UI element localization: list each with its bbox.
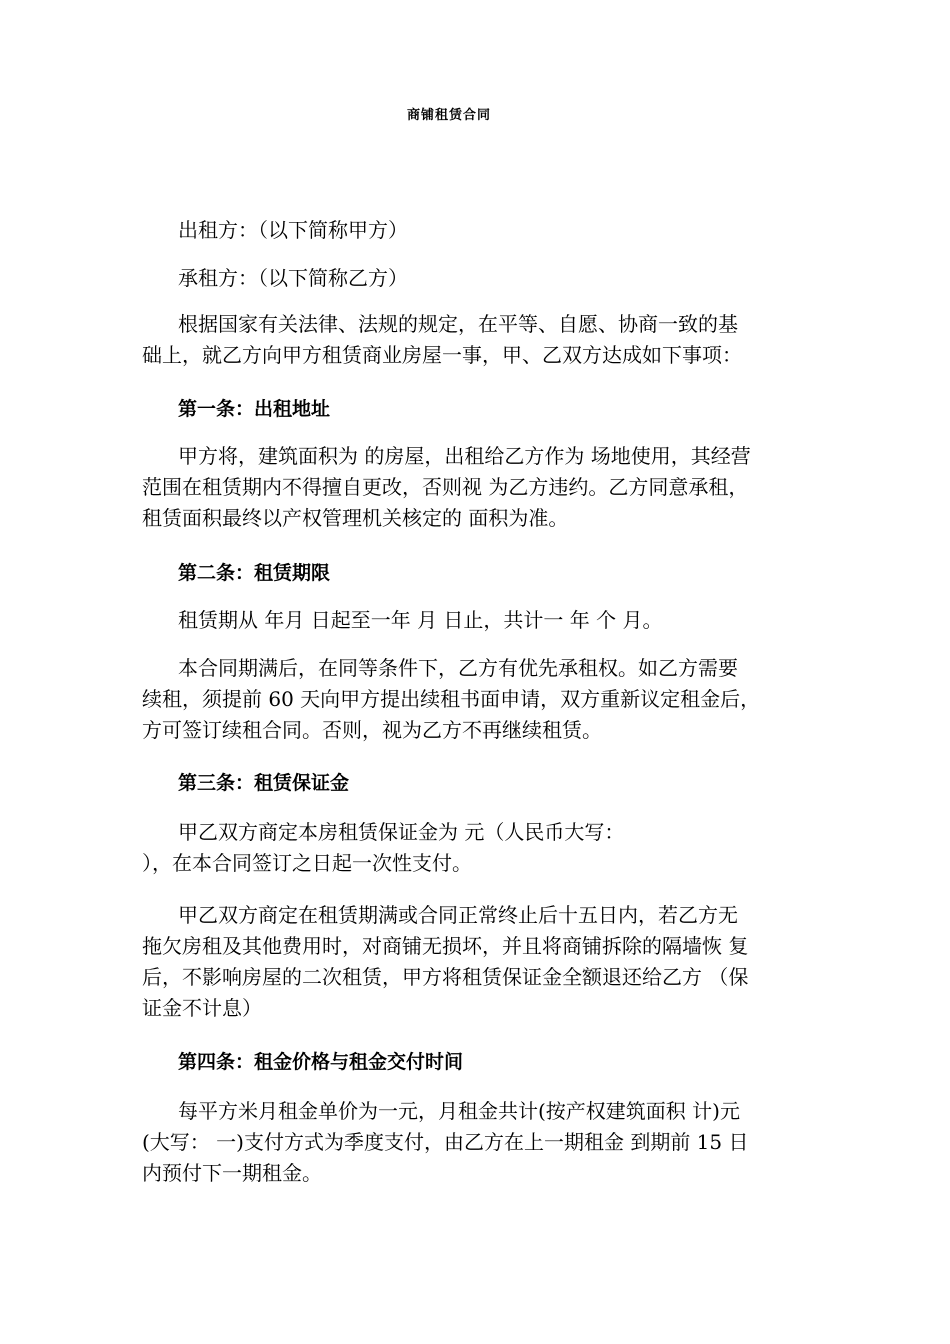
article2-heading-block [142, 558, 832, 589]
article1-line-1: 甲方将，建筑面积为 的房屋，出租给乙方作为 场地使用，其经营 [178, 444, 751, 468]
intro-line-2: 础上，就乙方向甲方租赁商业房屋一事，甲、乙双方达成如下事项： [142, 343, 742, 367]
article3-heading-block [142, 768, 832, 799]
article3-heading: 第三条：租赁保证金 [178, 772, 350, 794]
article2-line-2: 续租，须提前 60 天向甲方提出续租书面申请，双方重新议定租金后， [142, 687, 761, 711]
article4-paragraph [142, 1096, 832, 1189]
article2-term-line: 租赁期从 年月 日起至一年 月 日止，共计一 年 个 月。 [178, 608, 663, 632]
article3-p2-line-1: 甲乙双方商定在租赁期满或合同正常终止后十五日内，若乙方无 [178, 903, 738, 927]
article1-line-3: 租赁面积最终以产权管理机关核定的 面积为准。 [142, 506, 569, 530]
intro-line-1: 根据国家有关法律、法规的规定，在平等、自愿、协商一致的基 [178, 312, 738, 336]
article3-p1-line-2: ），在本合同签订之日起一次性支付。 [142, 851, 472, 875]
article3-p2-line-4: 证金不计息） [142, 996, 262, 1020]
article2-paragraph-2 [142, 653, 832, 746]
lessee-line: 承租方：（以下简称乙方） [178, 266, 408, 290]
article4-line-3: 内预付下一期租金。 [142, 1161, 322, 1185]
intro-paragraph [142, 309, 832, 371]
article1-paragraph [142, 441, 832, 534]
article1-line-2: 范围在租赁期内不得擅自更改，否则视 为乙方违约。乙方同意承租， [142, 475, 749, 499]
article3-p2-line-3: 后，不影响房屋的二次租赁，甲方将租赁保证金全额退还给乙方 （保 [142, 965, 749, 989]
article4-heading-block [142, 1047, 832, 1078]
lessee-line-block [142, 263, 832, 294]
article1-heading: 第一条：出租地址 [178, 398, 331, 420]
lessor-line: 出租方：（以下简称甲方） [178, 218, 408, 242]
article1-heading-block [142, 394, 832, 425]
article3-paragraph-1 [142, 817, 832, 879]
article2-line-3: 方可签订续租合同。否则，视为乙方不再继续租赁。 [142, 718, 602, 742]
article2-paragraph-1 [142, 605, 832, 636]
lessor-line-block [142, 215, 832, 246]
article4-line-2: (大写： 一)支付方式为季度支付，由乙方在上一期租金 到期前 15 日 [142, 1130, 749, 1154]
article4-line-1: 每平方米月租金单价为一元，月租金共计(按产权建筑面积 计)元 [178, 1099, 740, 1123]
article2-line-1: 本合同期满后，在同等条件下，乙方有优先承租权。如乙方需要 [178, 656, 738, 680]
document-title: 商铺租赁合同 [406, 108, 491, 123]
article3-p2-line-2: 拖欠房租及其他费用时，对商铺无损坏，并且将商铺拆除的隔墙恢 复 [142, 934, 749, 958]
article3-p1-line-1: 甲乙双方商定本房租赁保证金为 元（人民币大写： [178, 820, 625, 844]
article2-heading: 第二条：租赁期限 [178, 562, 331, 584]
article3-paragraph-2 [142, 900, 832, 1024]
article4-heading: 第四条：租金价格与租金交付时间 [178, 1051, 464, 1073]
